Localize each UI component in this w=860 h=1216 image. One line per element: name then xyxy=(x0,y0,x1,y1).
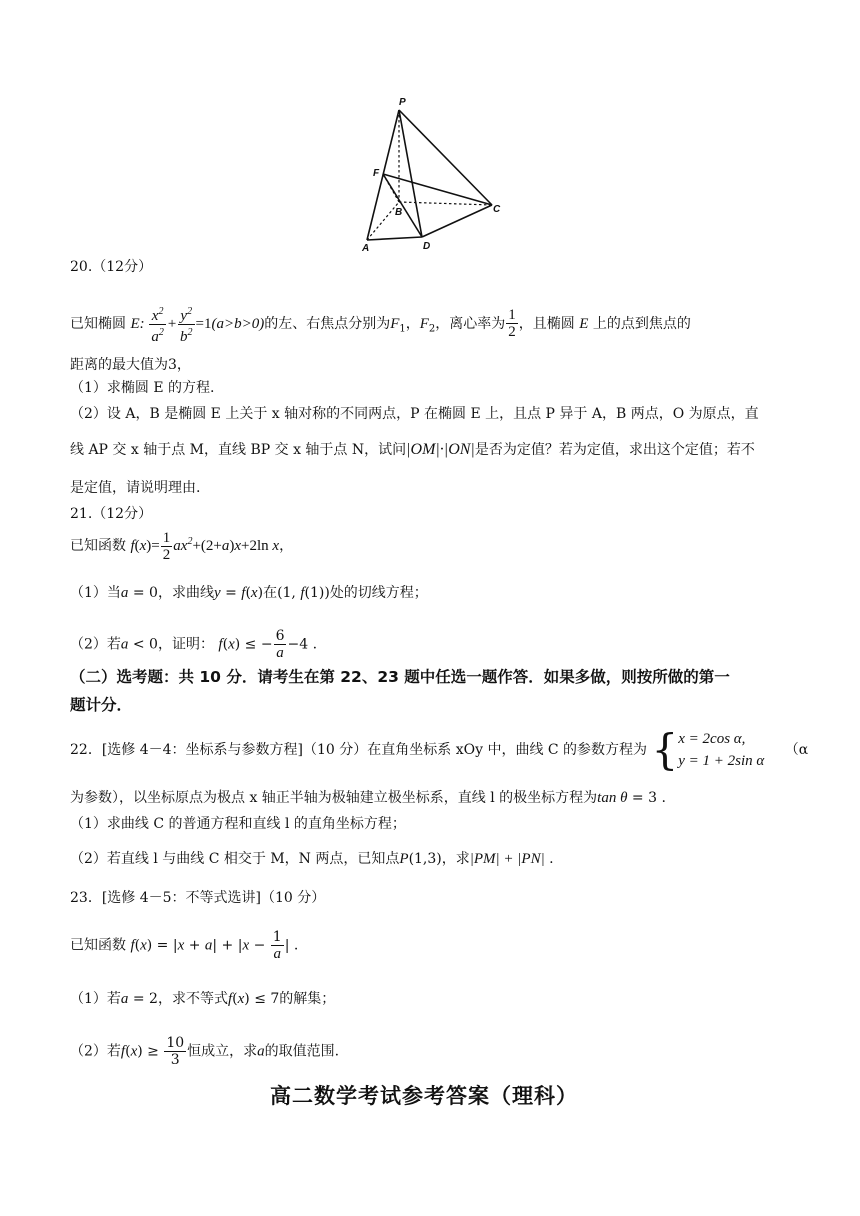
label-A: A xyxy=(362,243,370,252)
label-F: F xyxy=(373,168,380,179)
q23-line1: 已知函数 f(x) = |x + a| + |x − $\frac{1}{a}$ | . xyxy=(70,929,299,962)
q21-line1: 已知函数 f(x)= $\frac{1}{2}$ $ax^2+(2+a)x+2\ln$ x， xyxy=(70,530,294,563)
q22-text-a: 22．[选修 4－4：坐标系与参数方程]（10 分）在直角坐标系 xOy 中，曲线 C 的参数方程为 xyxy=(70,742,648,758)
q21-part1: （1）当a = 0，求曲线y = f(x)在(1, f(1))处的切线方程； xyxy=(70,585,428,601)
q20-text-d: ，且椭圆 xyxy=(518,315,575,332)
ellipse-equation: E: $\frac{x^2}{a^2}$ + $\frac{y^2}{b^2}$ =1(a>b>0) xyxy=(130,306,265,345)
q22-text-b: （α xyxy=(784,742,809,758)
q20-line2: 距离的最大值为3， xyxy=(70,357,191,373)
q20-part2-text-a: 线 AP 交 x 轴于点 M，直线 BP 交 x 轴于点 N，试问 xyxy=(70,442,407,458)
q20-header: 20.（12分） xyxy=(70,259,153,275)
label-C: C xyxy=(493,204,501,215)
q20-part2-text-b: 是否为定值？若为定值，求出这个定值；若不 xyxy=(474,442,755,458)
q22-text-c: 为参数），以坐标原点为极点 x 轴正半轴为极轴建立极坐标系，直线 l 的极坐标方程为 xyxy=(70,790,598,806)
q20-part2-line1: （2）设 A，B 是椭圆 E 上关于 x 轴对称的不同两点，P 在椭圆 E 上，且点 P 异于 A，B 两点，O 为原点，直 xyxy=(70,406,759,422)
label-B: B xyxy=(395,207,403,218)
q22-line1: 22．[选修 4－4：坐标系与参数方程]（10 分）在直角坐标系 xOy 中，曲线 C 的参数方程为 { x = 2cos α, y = 1 + 2sin α （α xyxy=(70,725,809,774)
q20-text-a: 已知椭圆 xyxy=(70,315,126,332)
q20-line1: 已知椭圆 E: $\frac{x^2}{a^2}$ + $\frac{y^2}{b^2}$ =1(a>b>0)的左、右焦点分别为$F_1$，$F_2$，离心率为 $\frac{1}{2}$ ，且椭圆 E 上的点到焦点的 xyxy=(70,306,691,345)
q21-part1-text-d: 处的切线方程； xyxy=(329,585,428,601)
q20-text-c: ，离心率为 xyxy=(435,315,506,332)
q23-part2-text-c: 的取值范围. xyxy=(264,1043,340,1060)
q23-part2: （2）若f(x) ≥ $\frac{10}{3}$ 恒成立，求a的取值范围. xyxy=(70,1035,340,1068)
q22-part1: （1）求曲线 C 的普通方程和直线 l 的直角坐标方程； xyxy=(70,816,406,832)
section2-line2: 题计分． xyxy=(70,696,133,714)
q20-part1: （1）求椭圆 E 的方程. xyxy=(70,380,215,396)
q23-part1-text-b: ，求不等式 xyxy=(157,991,228,1007)
q21-text-a: 已知函数 xyxy=(70,537,126,554)
q21-part2: （2）若a < 0，证明： f(x) ≤ − $\frac{6}{a}$ −4 . xyxy=(70,628,318,661)
answer-title: 高二数学考试参考答案（理科） xyxy=(270,1084,578,1108)
section2-line1: （二）选考题：共 10 分．请考生在第 22、23 题中任选一题作答．如果多做，则按所做的第一 xyxy=(70,668,730,686)
q20-part2-line3: 是定值，请说明理由. xyxy=(70,480,201,496)
parametric-equation: x = 2cos α, y = 1 + 2sin α xyxy=(678,731,765,769)
q20-part2-line2: 线 AP 交 x 轴于点 M，直线 BP 交 x 轴于点 N，试问|OM|·|ON|是否为定值？若为定值，求出这个定值；若不 xyxy=(70,441,755,458)
q21-part1-text-b: ，求曲线 xyxy=(157,585,214,601)
q22-part2: （2）若直线 l 与曲线 C 相交于 M，N 两点，已知点P(1,3)，求|PM| + |PN| . xyxy=(70,851,554,867)
label-D: D xyxy=(423,241,431,252)
q22-part2-text-b: ，求 xyxy=(441,851,470,867)
q23-header: 23．[选修 4－5：不等式选讲]（10 分） xyxy=(70,890,326,906)
label-P: P xyxy=(399,97,406,108)
q23-part2-text-b: 恒成立，求 xyxy=(187,1043,258,1060)
q23-part2-text-a: （2）若 xyxy=(70,1043,121,1060)
q22-line2: 为参数），以坐标原点为极点 x 轴正半轴为极轴建立极坐标系，直线 l 的极坐标方程为tan θ = 3 . xyxy=(70,790,666,806)
q23-part1-text-a: （1）若 xyxy=(70,991,121,1007)
q23-part1-text-c: 的解集； xyxy=(279,991,336,1007)
q21-part1-text-c: 在 xyxy=(263,585,278,601)
q21-header: 21.（12分） xyxy=(70,506,153,522)
pyramid-figure xyxy=(350,92,512,252)
q21-part1-text-a: （1）当 xyxy=(70,585,121,601)
q20-text-e: 上的点到焦点的 xyxy=(592,315,691,332)
q23-text-a: 已知函数 xyxy=(70,937,126,954)
q21-part2-text-a: （2）若 xyxy=(70,636,121,653)
q23-part1: （1）若a = 2，求不等式f(x) ≤ 7的解集； xyxy=(70,991,336,1007)
q20-text-b: 的左、右焦点分别为 xyxy=(264,315,391,332)
q21-part2-text-b: ，证明： xyxy=(157,636,214,653)
q22-part2-text-a: （2）若直线 l 与曲线 C 相交于 M，N 两点，已知点 xyxy=(70,851,400,867)
